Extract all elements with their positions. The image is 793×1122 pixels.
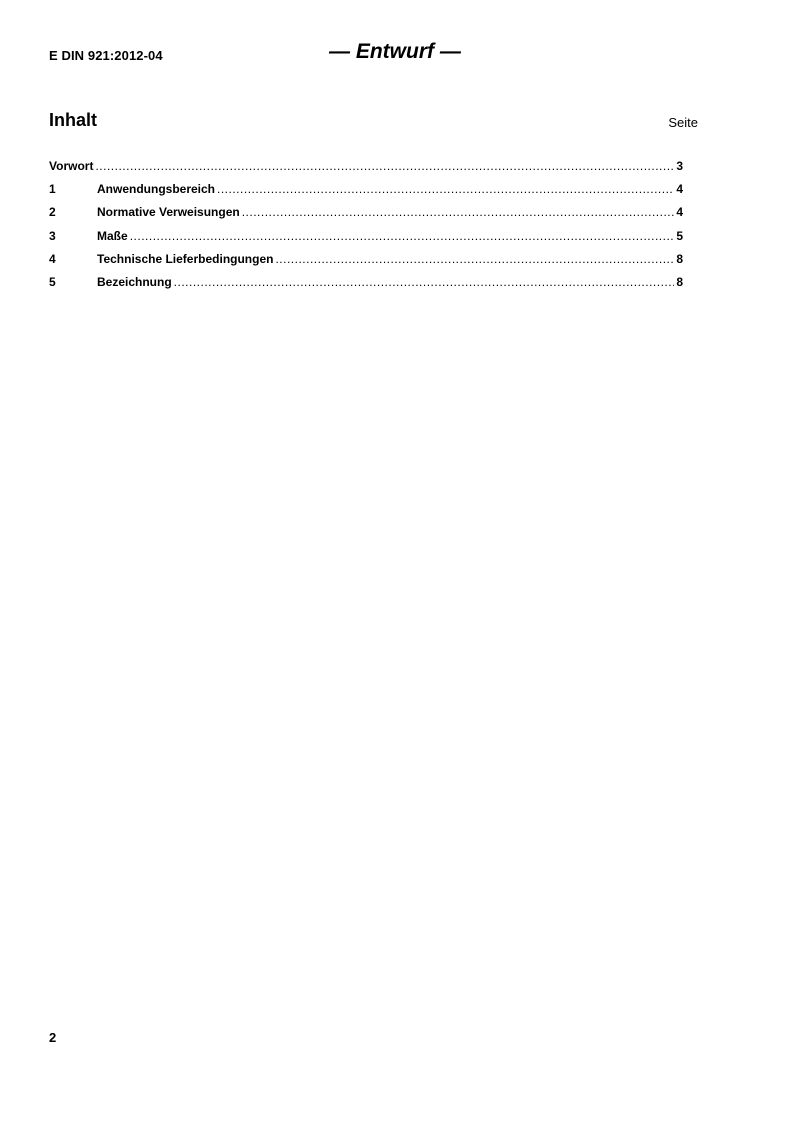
toc-entry-technische-lieferbedingungen[interactable]: [49, 252, 683, 275]
page-column-label: Seite: [668, 115, 698, 130]
dot-leader: [242, 205, 675, 219]
toc-entry-number: 4: [49, 251, 56, 266]
toc-entry-page: 4: [676, 205, 683, 220]
toc-entry-page: 3: [676, 159, 683, 173]
toc-entry-number: 5: [49, 274, 56, 289]
dot-leader: [174, 275, 675, 289]
dot-leader: [217, 182, 674, 196]
toc-entry-bezeichnung[interactable]: [49, 275, 683, 298]
toc-entry-number: 1: [49, 182, 56, 197]
toc-entry-title: Normative Verweisungen: [97, 205, 240, 220]
toc-entry-number: 2: [49, 205, 56, 220]
draft-watermark-title: — Entwurf —: [329, 40, 461, 63]
toc-entry-title: Anwendungsbereich: [97, 182, 216, 197]
toc-entry-title: Vorwort: [49, 159, 94, 173]
toc-entry-page: 8: [676, 251, 683, 266]
dot-leader: [130, 229, 675, 243]
toc-entry-title: Technische Lieferbedingungen: [97, 251, 274, 266]
toc-entry-title: Bezeichnung: [97, 274, 172, 289]
toc-entry-masse[interactable]: [49, 229, 683, 252]
document-id: E DIN 921:2012-04: [49, 48, 163, 63]
toc-entry-anwendungsbereich[interactable]: [49, 182, 683, 205]
toc-entry-page: 8: [676, 274, 683, 289]
toc-entry-page: 4: [676, 182, 683, 197]
dot-leader: [95, 159, 674, 173]
toc-entry-number: 3: [49, 228, 56, 243]
toc-entry-vorwort[interactable]: [49, 159, 683, 182]
toc-entry-title: Maße: [97, 228, 128, 243]
toc-heading: Inhalt: [49, 110, 97, 130]
toc-entry-page: 5: [676, 228, 683, 243]
page-number: 2: [49, 1030, 57, 1045]
toc-entry-normative-verweisungen[interactable]: [49, 205, 683, 228]
dot-leader: [275, 252, 674, 266]
table-of-contents: [49, 159, 683, 298]
